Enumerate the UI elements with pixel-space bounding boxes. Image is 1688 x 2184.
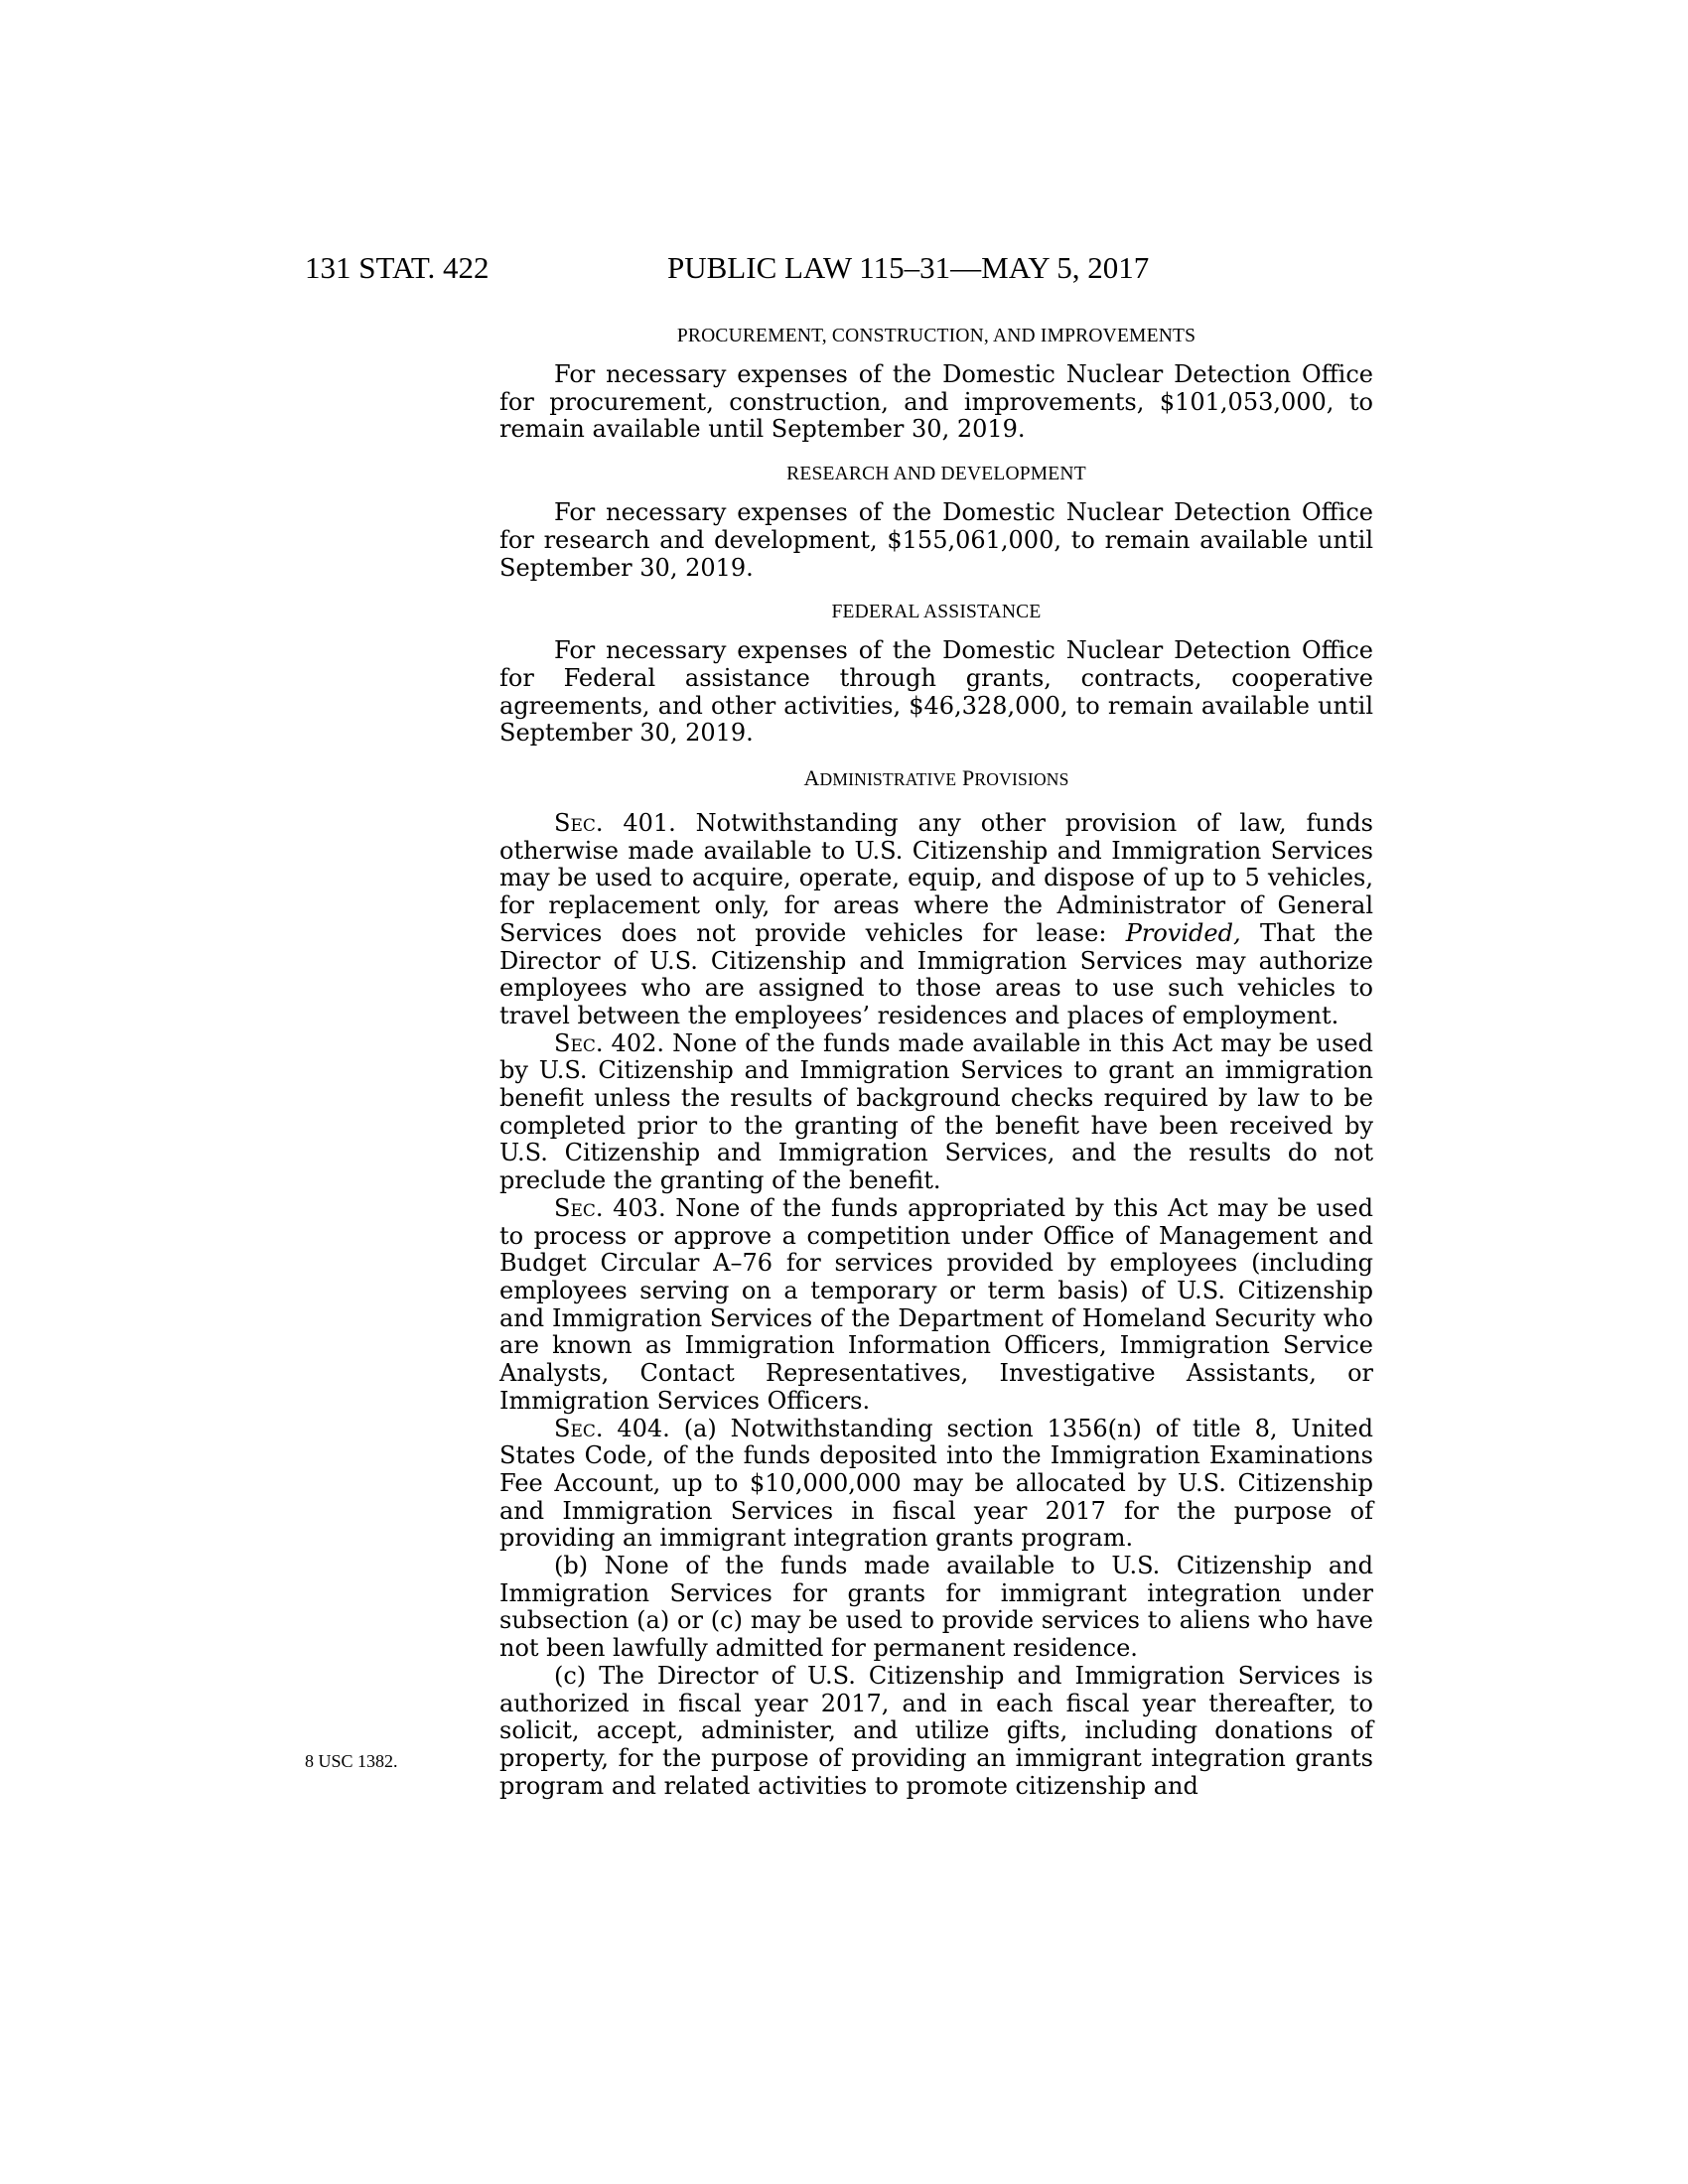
federal-assistance-paragraph: For necessary expenses of the Domestic Nuclear Detection Office for Federal assistance through grants, contracts, cooperative agreements, and other activities, $46,328,000, to remain available until September 30, 2019. bbox=[499, 636, 1373, 748]
sec-404-paragraph: Sec. 404. (a) Notwithstanding section 1356(n) of title 8, United States Code, of the funds deposited into the Immigration Examinations Fee Account, up to $10,000,000 may be allocated by U.S. Citizenship and Immigration Services in fiscal year 2017 for the purpose of providing an immigrant integration grants program. bbox=[499, 1414, 1373, 1553]
sec-402-paragraph: Sec. 402. None of the funds made available in this Act may be used by U.S. Citizenship and Immigration Services to grant an immigration benefit unless the results of background checks required by law to be completed prior to the granting of the benefit have been received by U.S. Citizenship and Immigration Services, and the results do not preclude the granting of the benefit. bbox=[499, 1028, 1373, 1195]
section-heading-procurement: PROCUREMENT, CONSTRUCTION, AND IMPROVEMENTS bbox=[676, 326, 1196, 346]
sec-404-label: Sec. 404. bbox=[554, 1414, 670, 1442]
procurement-paragraph: For necessary expenses of the Domestic Nuclear Detection Office for procurement, construction, and improvements, $101,053,000, to remain available until September 30, 2019. bbox=[499, 360, 1373, 444]
sec-402-label: Sec. 402. bbox=[554, 1028, 664, 1057]
public-law-title: PUBLIC LAW 115–31—MAY 5, 2017 bbox=[667, 250, 1150, 285]
document-body bbox=[499, 323, 1373, 1800]
sec-404-subsection-b: (b) None of the funds made available to U.S. Citizenship and Immigration Services for grants for immigrant integration under subsection (a) or (c) may be used to provide services to aliens who have not been lawfully admitted for permanent residence. bbox=[499, 1552, 1373, 1663]
running-head bbox=[0, 250, 1688, 290]
section-heading-federal-assistance: FEDERAL ASSISTANCE bbox=[831, 602, 1042, 623]
sec-403-label: Sec. 403. bbox=[554, 1193, 666, 1222]
research-paragraph: For necessary expenses of the Domestic Nuclear Detection Office for research and development, $155,061,000, to remain available until September 30, 2019. bbox=[499, 498, 1373, 582]
section-heading-research: RESEARCH AND DEVELOPMENT bbox=[786, 464, 1086, 485]
margin-citation: 8 USC 1382. bbox=[305, 1751, 398, 1771]
section-heading-administrative-provisions: ADMINISTRATIVE PROVISIONS bbox=[803, 765, 1069, 791]
stat-citation: 131 STAT. 422 bbox=[305, 250, 490, 285]
sec-404-subsection-c: (c) The Director of U.S. Citizenship and Immigration Services is authorized in fiscal year 2017, and in each fiscal year thereafter, to solicit, accept, administer, and utilize gifts, including donations of property, for the purpose of providing an immigrant integration grants program and related activities to promote citizenship and bbox=[499, 1661, 1373, 1800]
sec-401-label: Sec. 401. bbox=[554, 809, 676, 838]
sec-403-paragraph: Sec. 403. None of the funds appropriated by this Act may be used to process or approve a competition under Office of Management and Budget Circular A–76 for services provided by employees (including employees serving on a temporary or term basis) of U.S. Citizenship and Immigration Services of the Department of Homeland Security who are known as Immigration Information Officers, Immigration Service Analysts, Contact Representatives, Investigative Assistants, or Immigration Services Officers. bbox=[499, 1193, 1374, 1415]
sec-401-paragraph: Sec. 401. Notwithstanding any other provision of law, funds otherwise made available to U.S. Citizenship and Immigration Services may be used to acquire, operate, equip, and dispose of up to 5 vehicles, for replacement only, for areas where the Administrator of General Services does not provide vehicles for lease: Provided, That the Director of U.S. Citizenship and Immigration Services may authorize employees who are assigned to those areas to use such vehicles to travel between the employees’ residences and places of employment. bbox=[499, 809, 1373, 1029]
